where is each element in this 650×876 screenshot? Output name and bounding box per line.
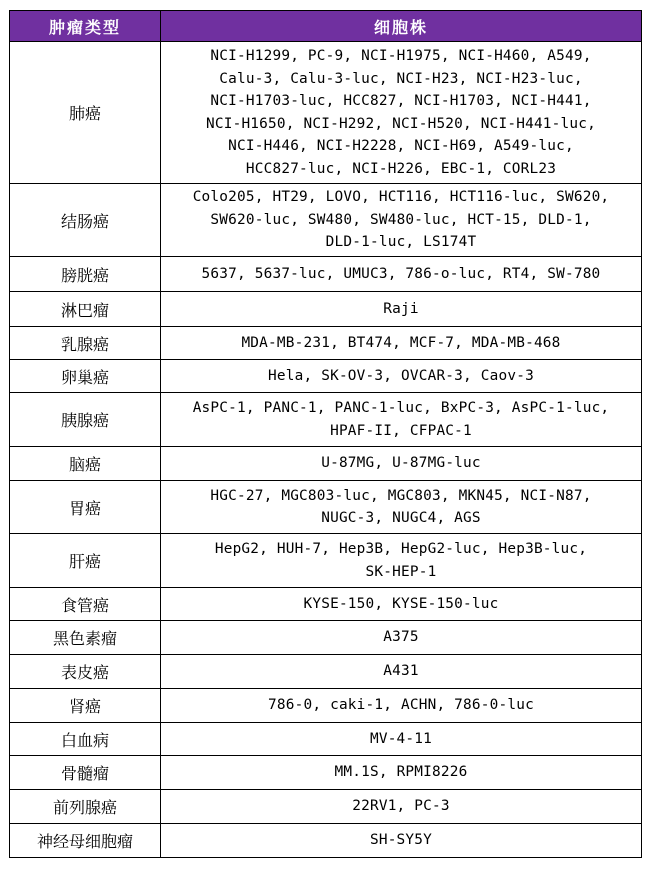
tumor-type-cell: 卵巢癌 [10, 360, 161, 393]
tumor-type-cell: 骨髓瘤 [10, 756, 161, 790]
cell-lines-cell: 22RV1, PC-3 [161, 790, 642, 824]
table-row [10, 292, 642, 327]
tumor-type-cell: 胰腺癌 [10, 393, 161, 447]
table-row [10, 184, 642, 257]
cell-lines-cell: AsPC-1, PANC-1, PANC-1-luc, BxPC-3, AsPC-1-luc, HPAF-II, CFPAC-1 [161, 393, 642, 447]
tumor-type-cell: 淋巴瘤 [10, 292, 161, 327]
tumor-type-cell: 肾癌 [10, 689, 161, 723]
tumor-type-cell: 膀胱癌 [10, 257, 161, 292]
cell-lines-cell: Hela, SK-OV-3, OVCAR-3, Caov-3 [161, 360, 642, 393]
cell-lines-cell: SH-SY5Y [161, 824, 642, 858]
table-row [10, 588, 642, 621]
tumor-type-cell: 脑癌 [10, 447, 161, 481]
table-row [10, 447, 642, 481]
cell-lines-cell: A431 [161, 655, 642, 689]
header-tumor-type: 肿瘤类型 [10, 11, 161, 42]
table-row [10, 393, 642, 447]
table-header-row [10, 11, 642, 42]
table-row [10, 42, 642, 184]
table-row [10, 621, 642, 655]
table-row [10, 723, 642, 756]
tumor-type-cell: 食管癌 [10, 588, 161, 621]
tumor-type-cell: 肝癌 [10, 534, 161, 588]
tumor-type-cell: 表皮癌 [10, 655, 161, 689]
table-row [10, 756, 642, 790]
cell-line-table-container [9, 10, 641, 858]
cell-lines-cell: MV-4-11 [161, 723, 642, 756]
tumor-type-cell: 神经母细胞瘤 [10, 824, 161, 858]
tumor-type-cell: 白血病 [10, 723, 161, 756]
tumor-type-cell: 乳腺癌 [10, 327, 161, 360]
table-row [10, 534, 642, 588]
cell-line-table [9, 10, 642, 858]
tumor-type-cell: 黑色素瘤 [10, 621, 161, 655]
table-row [10, 327, 642, 360]
cell-lines-cell: NCI-H1299, PC-9, NCI-H1975, NCI-H460, A549, Calu-3, Calu-3-luc, NCI-H23, NCI-H23-luc, NCI-H1703-luc, HCC827, NCI-H1703, NCI-H441, NCI-H1650, NCI-H292, NCI-H520, NCI-H441-luc, NCI-H446, NCI-H2228, NCI-H69, A549-luc, HCC827-luc, NCI-H226, EBC-1, CORL23 [161, 42, 642, 184]
cell-lines-cell: Raji [161, 292, 642, 327]
tumor-type-cell: 前列腺癌 [10, 790, 161, 824]
cell-lines-cell: 786-0, caki-1, ACHN, 786-0-luc [161, 689, 642, 723]
cell-lines-cell: HepG2, HUH-7, Hep3B, HepG2-luc, Hep3B-luc, SK-HEP-1 [161, 534, 642, 588]
cell-lines-cell: Colo205, HT29, LOVO, HCT116, HCT116-luc, SW620, SW620-luc, SW480, SW480-luc, HCT-15, DLD-1, DLD-1-luc, LS174T [161, 184, 642, 257]
cell-lines-cell: U-87MG, U-87MG-luc [161, 447, 642, 481]
table-row [10, 655, 642, 689]
table-row [10, 257, 642, 292]
cell-lines-cell: MDA-MB-231, BT474, MCF-7, MDA-MB-468 [161, 327, 642, 360]
table-row [10, 790, 642, 824]
tumor-type-cell: 结肠癌 [10, 184, 161, 257]
table-row [10, 689, 642, 723]
tumor-type-cell: 胃癌 [10, 481, 161, 534]
cell-lines-cell: MM.1S, RPMI8226 [161, 756, 642, 790]
cell-lines-cell: 5637, 5637-luc, UMUC3, 786-o-luc, RT4, SW-780 [161, 257, 642, 292]
table-row [10, 481, 642, 534]
cell-lines-cell: KYSE-150, KYSE-150-luc [161, 588, 642, 621]
cell-lines-cell: HGC-27, MGC803-luc, MGC803, MKN45, NCI-N87, NUGC-3, NUGC4, AGS [161, 481, 642, 534]
header-cell-line: 细胞株 [161, 11, 642, 42]
table-row [10, 360, 642, 393]
table-row [10, 824, 642, 858]
cell-lines-cell: A375 [161, 621, 642, 655]
tumor-type-cell: 肺癌 [10, 42, 161, 184]
